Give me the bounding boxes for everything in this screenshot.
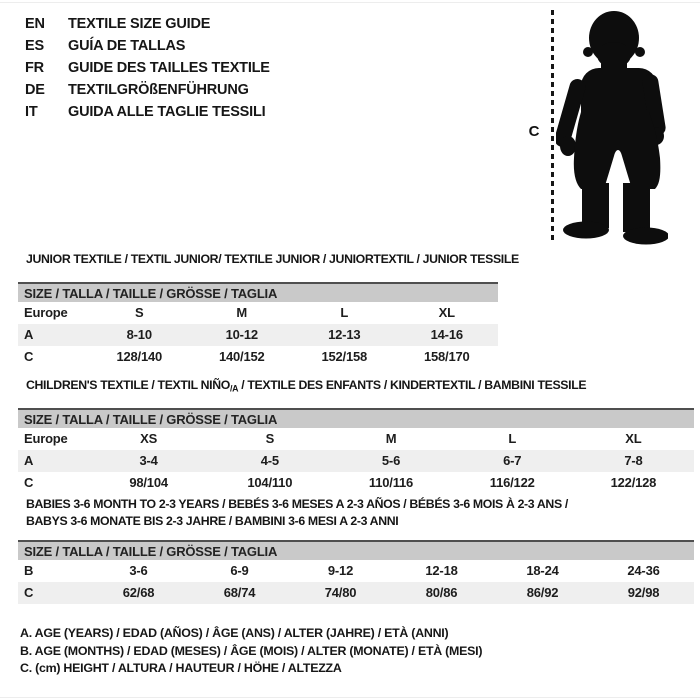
- table-cell: 3-4: [139, 453, 158, 469]
- language-row: [25, 35, 270, 57]
- table-cell: 7-8: [624, 453, 643, 469]
- table-cell: 110/116: [368, 475, 414, 491]
- language-row: [25, 79, 270, 101]
- row-label-cell: C: [24, 585, 34, 600]
- silhouette-ear-right: [635, 47, 645, 57]
- silhouette-hand-left: [560, 136, 576, 156]
- silhouette-ear-left: [583, 47, 593, 57]
- table-cell: 92/98: [627, 585, 660, 600]
- language-row: [25, 57, 270, 79]
- language-code: ES: [25, 38, 44, 54]
- table-cell: 140/152: [218, 349, 265, 364]
- table-cell: 62/68: [122, 585, 155, 600]
- language-label: TEXTILE SIZE GUIDE: [68, 16, 211, 32]
- toddler-silhouette-icon: [556, 8, 668, 248]
- table-title: [26, 378, 694, 396]
- language-row: [25, 13, 270, 35]
- table-cell: 14-16: [430, 327, 463, 342]
- table-cell: 12-13: [328, 327, 361, 342]
- table-cell: 8-10: [126, 327, 152, 342]
- height-measure-label: C: [528, 123, 540, 140]
- sheet-bottom-edge: [0, 697, 700, 698]
- table-cell: 9-12: [327, 563, 354, 578]
- junior-textile-section: [18, 252, 519, 368]
- table-row: [18, 324, 498, 346]
- table-cell: 104/110: [247, 475, 293, 491]
- table-cell: 4-5: [260, 453, 279, 469]
- silhouette-shorts: [574, 112, 661, 189]
- table-cell: 122/128: [610, 475, 657, 491]
- table-cell: M: [385, 431, 397, 447]
- table-cell: 6-7: [503, 453, 522, 469]
- language-label: GUÍA DE TALLAS: [68, 38, 186, 54]
- table-row: [18, 428, 694, 450]
- language-label: TEXTILGRÖßENFÜHRUNG: [68, 82, 249, 98]
- table-row: [18, 560, 694, 582]
- row-label-cell: Europe: [24, 431, 68, 447]
- row-label-cell: B: [24, 563, 34, 578]
- table-title-part: /A: [229, 383, 239, 394]
- table-cell: 68/74: [223, 585, 256, 600]
- table-cell: 6-9: [230, 563, 249, 578]
- table-row: [18, 346, 498, 368]
- table-cell: M: [236, 305, 248, 320]
- size-header-bar: SIZE / TALLA / TAILLE / GRÖSSE / TAGLIA: [18, 282, 498, 302]
- table-cell: XL: [438, 305, 455, 320]
- language-code: DE: [25, 82, 45, 98]
- language-label: GUIDE DES TAILLES TEXTILE: [68, 60, 270, 76]
- language-code: EN: [25, 16, 45, 32]
- footnotes: [20, 625, 482, 678]
- silhouette-foot-right: [623, 228, 668, 245]
- table-cell: 158/170: [423, 349, 470, 364]
- height-measure-dotted-line: [551, 10, 554, 244]
- language-label: GUIDA ALLE TAGLIE TESSILI: [68, 104, 266, 120]
- table-cell: 3-6: [129, 563, 148, 578]
- table-cell: S: [135, 305, 144, 320]
- table-cell: XS: [140, 431, 158, 447]
- size-header-bar: SIZE / TALLA / TAILLE / GRÖSSE / TAGLIA: [18, 408, 694, 428]
- silhouette-leg-left: [582, 183, 609, 228]
- footnote-line: A. AGE (YEARS) / EDAD (AÑOS) / ÂGE (ANS) / ALTER (JAHRE) / ETÀ (ANNI): [20, 626, 449, 640]
- language-code: FR: [25, 60, 44, 76]
- row-label-cell: A: [24, 327, 34, 342]
- table-row: [18, 582, 694, 604]
- row-label-cell: Europe: [24, 305, 68, 320]
- silhouette-foot-left: [563, 222, 609, 239]
- table-cell: L: [340, 305, 349, 320]
- table-cell: 152/158: [321, 349, 368, 364]
- table-cell: 24-36: [627, 563, 660, 578]
- table-row: [18, 302, 498, 324]
- language-code: IT: [25, 104, 38, 120]
- row-label-cell: A: [24, 453, 34, 469]
- table-cell: 116/122: [489, 475, 535, 491]
- table-title-part: CHILDREN'S TEXTILE / TEXTIL NIÑO: [26, 378, 230, 392]
- table-title: JUNIOR TEXTILE / TEXTIL JUNIOR/ TEXTILE JUNIOR / JUNIORTEXTIL / JUNIOR TESSILE: [26, 252, 519, 266]
- silhouette-leg-right: [623, 183, 650, 232]
- table-cell: 10-12: [225, 327, 258, 342]
- table-cell: 98/104: [129, 475, 168, 491]
- table-cell: 74/80: [324, 585, 357, 600]
- sheet-top-edge: [0, 2, 700, 3]
- row-label-cell: C: [24, 475, 34, 491]
- table-title-line: BABYS 3-6 MONATE BIS 2-3 JAHRE / BAMBINI 3-6 MESI A 2-3 ANNI: [26, 514, 399, 528]
- footnote-line: C. (cm) HEIGHT / ALTURA / HAUTEUR / HÖHE / ALTEZZA: [20, 661, 342, 675]
- table-row: [18, 472, 694, 494]
- table-title-line: BABIES 3-6 MONTH TO 2-3 YEARS / BEBÉS 3-6 MESES A 2-3 AÑOS / BÉBÉS 3-6 MOIS À 2-3 ANS /: [26, 497, 568, 511]
- row-label-cell: C: [24, 349, 34, 364]
- table-row: [18, 450, 694, 472]
- table-cell: 5-6: [381, 453, 401, 469]
- table-cell: 86/92: [526, 585, 559, 600]
- language-row: [25, 101, 270, 123]
- table-title: [26, 496, 694, 530]
- table-cell: 128/140: [116, 349, 163, 364]
- childrens-textile-section: [18, 378, 694, 494]
- size-header-bar: SIZE / TALLA / TAILLE / GRÖSSE / TAGLIA: [18, 540, 694, 560]
- table-cell: 18-24: [526, 563, 559, 578]
- table-title-part: / TEXTILE DES ENFANTS / KINDERTEXTIL / BAMBINI TESSILE: [238, 378, 587, 392]
- table-cell: S: [265, 431, 275, 447]
- table-cell: XL: [625, 431, 642, 447]
- table-cell: 80/86: [425, 585, 458, 600]
- footnote-line: B. AGE (MONTHS) / EDAD (MESES) / ÂGE (MOIS) / ALTER (MONATE) / ETÀ (MESI): [20, 643, 483, 658]
- babies-textile-section: [18, 496, 694, 604]
- language-list: [25, 13, 270, 123]
- table-cell: 12-18: [425, 563, 458, 578]
- table-cell: L: [508, 431, 517, 447]
